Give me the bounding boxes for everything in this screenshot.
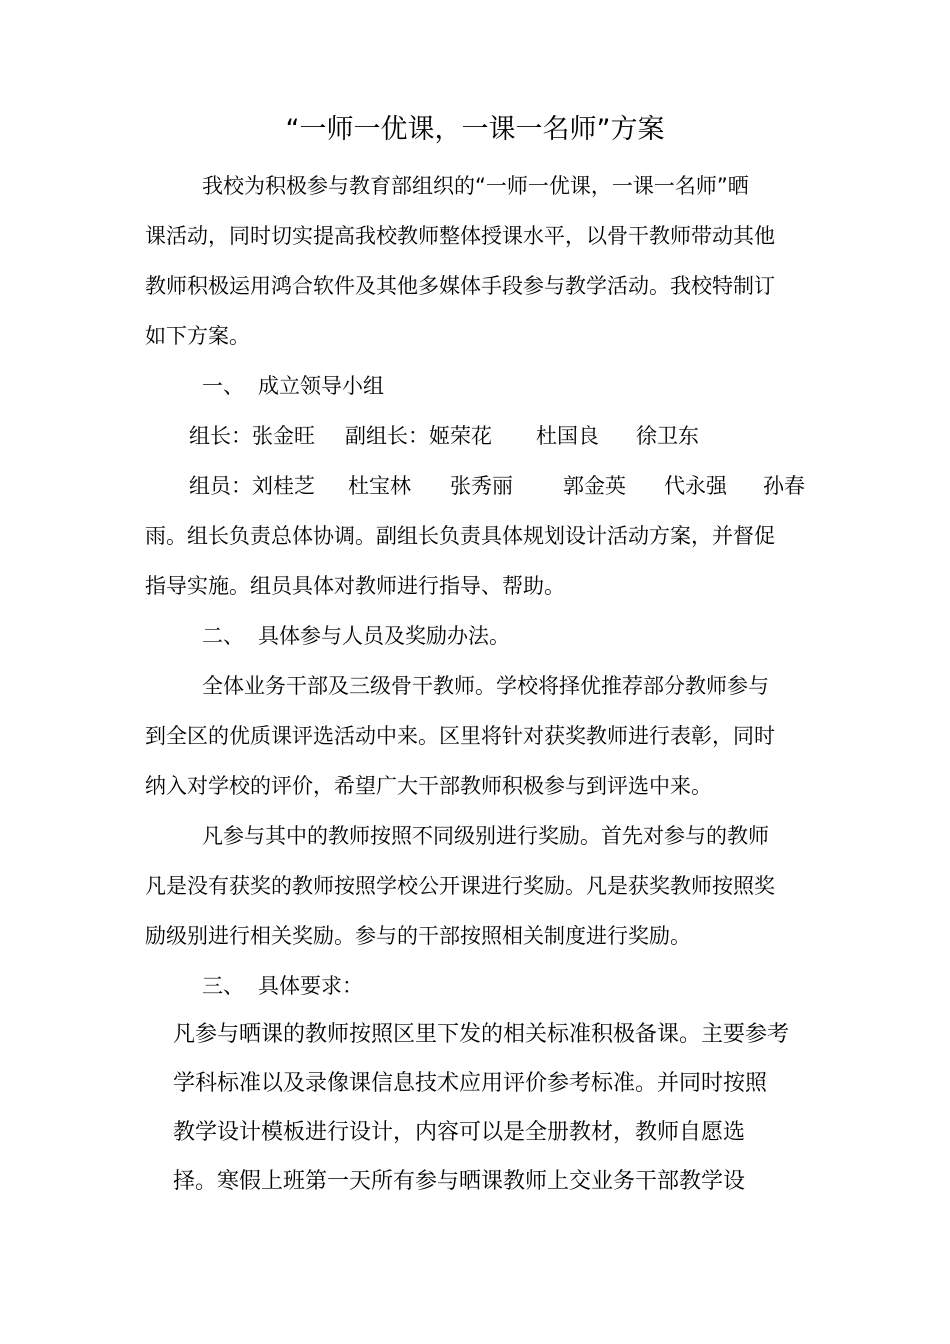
section-2-number: 二、 [202, 624, 244, 648]
section-1-line-3: 指导实施。组员具体对教师进行指导、帮助。 [145, 574, 565, 598]
section-3-line-1: 凡参与晒课的教师按照区里下发的相关标准积极备课。主要参考 [173, 1022, 790, 1047]
member-3: 张秀丽 [450, 474, 513, 498]
member-5: 代永强 [664, 474, 727, 498]
deputy-leader-3: 徐卫东 [636, 424, 699, 448]
section-3-line-3: 教学设计模板进行设计，内容可以是全册教材，教师自愿选 [173, 1120, 746, 1145]
section-3-line-4: 择。寒假上班第一天所有参与晒课教师上交业务干部教学设 [173, 1169, 746, 1194]
section-1-heading: 成立领导小组 [258, 374, 384, 398]
section-2-p2-line-1: 凡参与其中的教师按照不同级别进行奖励。首先对参与的教师 [202, 824, 769, 848]
section-2-p1-line-1: 全体业务干部及三级骨干教师。学校将择优推荐部分教师参与 [202, 674, 769, 698]
members-line: 组员：刘桂芝 [189, 474, 315, 498]
section-2-p1-line-2: 到全区的优质课评选活动中来。区里将针对获奖教师进行表彰，同时 [145, 724, 775, 748]
leader-line: 组长：张金旺 [189, 424, 315, 448]
member-2: 杜宝林 [348, 474, 411, 498]
section-2-p2-line-2: 凡是没有获奖的教师按照学校公开课进行奖励。凡是获奖教师按照奖 [145, 874, 775, 898]
intro-line-4: 如下方案。 [145, 324, 250, 348]
section-2-p2-line-3: 励级别进行相关奖励。参与的干部按照相关制度进行奖励。 [145, 924, 691, 948]
intro-line-1: 我校为积极参与教育部组织的“一师一优课，一课一名师”晒 [202, 174, 749, 198]
section-3-line-2: 学科标准以及录像课信息技术应用评价参考标准。并同时按照 [173, 1071, 768, 1096]
deputy-leader-2: 杜国良 [536, 424, 599, 448]
section-1-line-2: 雨。组长负责总体协调。副组长负责具体规划设计活动方案，并督促 [145, 524, 775, 548]
section-3-number: 三、 [202, 974, 244, 998]
intro-line-2: 课活动，同时切实提高我校教师整体授课水平，以骨干教师带动其他 [145, 224, 775, 248]
member-6: 孙春 [763, 474, 805, 498]
section-1-number: 一、 [202, 374, 244, 398]
member-4: 郭金英 [563, 474, 626, 498]
document-title: “一师一优课，一课一名师”方案 [285, 114, 665, 145]
deputy-leader-1: 副组长：姬荣花 [345, 424, 492, 448]
section-3-heading: 具体要求： [258, 974, 363, 998]
intro-line-3: 教师积极运用鸿合软件及其他多媒体手段参与教学活动。我校特制订 [145, 274, 775, 298]
section-2-heading: 具体参与人员及奖励办法。 [258, 624, 510, 648]
section-2-p1-line-3: 纳入对学校的评价，希望广大干部教师积极参与到评选中来。 [145, 774, 712, 798]
